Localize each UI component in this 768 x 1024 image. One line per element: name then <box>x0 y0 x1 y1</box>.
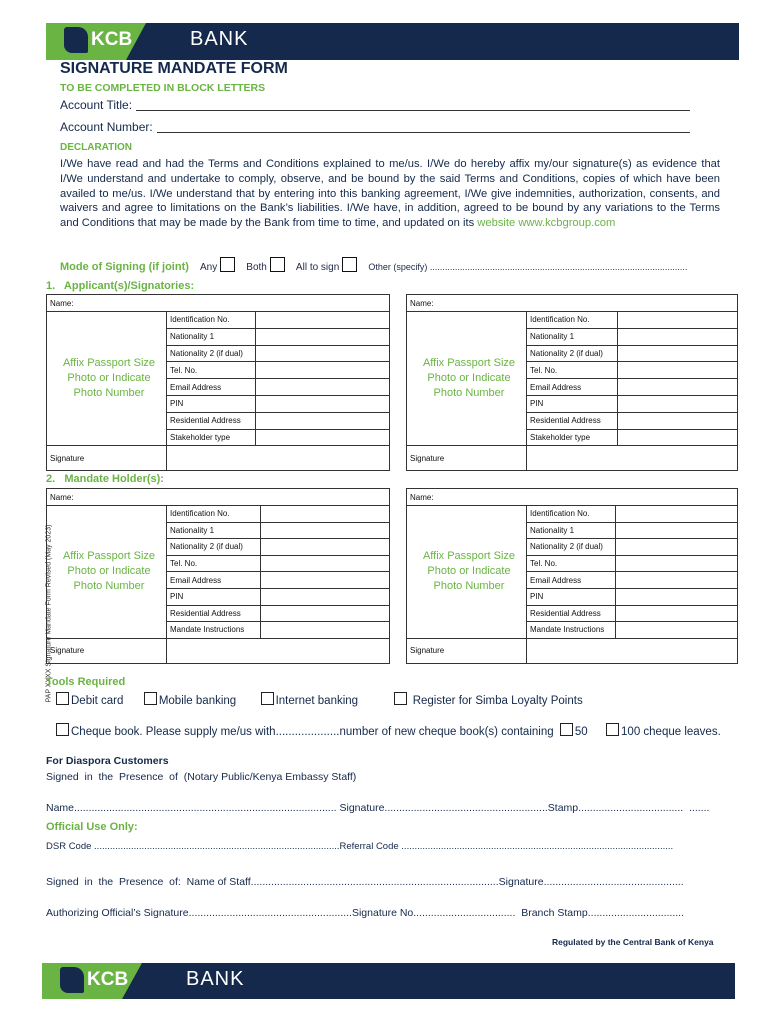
form-subtitle: TO BE COMPLETED IN BLOCK LETTERS <box>60 82 266 94</box>
field-value[interactable] <box>617 412 738 430</box>
field-label-cell <box>526 588 616 606</box>
field-label-cell <box>166 311 256 329</box>
field-label: Nationality 1 <box>170 332 215 342</box>
signature-label: Signature <box>410 453 445 463</box>
field-value[interactable] <box>260 538 390 556</box>
field-label-cell <box>526 361 618 379</box>
field-value[interactable] <box>255 361 390 379</box>
field-label-cell <box>166 605 261 623</box>
field-value[interactable] <box>255 311 390 329</box>
field-value[interactable] <box>260 522 390 540</box>
diaspora-heading: For Diaspora Customers <box>46 755 169 767</box>
field-label-cell <box>166 505 261 523</box>
field-value[interactable] <box>260 555 390 573</box>
field-label: Nationality 2 (if dual) <box>530 542 603 552</box>
field-label: Stakeholder type <box>530 432 591 442</box>
field-label-cell <box>526 395 618 413</box>
field-label-cell <box>526 538 616 556</box>
diaspora-presence: Signed in the Presence of (Notary Public/Kenya Embassy Staff) <box>46 771 357 783</box>
section1-heading: 1. Applicant(s)/Signatories: <box>46 280 195 292</box>
account-number-field[interactable] <box>157 120 690 133</box>
simba-label: Register for Simba Loyalty Points <box>412 695 583 707</box>
mode-any-checkbox[interactable] <box>220 257 235 272</box>
field-label-cell <box>526 505 616 523</box>
cheque-50-checkbox[interactable] <box>560 723 573 736</box>
field-value[interactable] <box>260 621 390 639</box>
field-label: Identification No. <box>170 509 230 519</box>
logo-text-bottom: KCB <box>87 969 129 990</box>
field-label: Residential Address <box>530 608 601 618</box>
field-value[interactable] <box>617 429 738 447</box>
declaration-text: I/We have read and had the Terms and Conditions explained to me/us. I/We do hereby affix my/our signature(s) as evidence that I/We understand and undertake to comply, observe, and be bound by the said Terms and Conditions, copies of which have been availed to me/us. I/We understand that by entering into this banking agreement, I/We give indemnities, authorization, consents, and waivers and agree to limitations on the Bank’s liabilities. I/We have, in addition, agreed to be bound by any variations to the Terms and Conditions that may be made by the Bank from time to time, and updated on its <box>60 158 720 230</box>
auth-line[interactable]: Authorizing Official’s Signature........................................................Signature No................................... Branch Stamp................................. <box>46 907 684 919</box>
field-label-cell <box>166 621 261 639</box>
account-number-label: Account Number: <box>60 120 153 134</box>
field-label-cell <box>526 605 616 623</box>
field-label: PIN <box>530 399 544 409</box>
field-label: Email Address <box>530 382 582 392</box>
cheque-100-label: 100 cheque leaves. <box>621 726 721 738</box>
mobile-checkbox[interactable] <box>144 692 157 705</box>
name-label: Name: <box>410 492 434 502</box>
section2-heading: 2. Mandate Holder(s): <box>46 473 164 485</box>
field-label-cell <box>166 429 256 447</box>
field-value[interactable] <box>255 378 390 396</box>
name-label: Name: <box>50 492 74 502</box>
field-label-cell <box>166 395 256 413</box>
field-label-cell <box>526 621 616 639</box>
debit-label: Debit card <box>71 695 124 707</box>
field-label: Stakeholder type <box>170 432 231 442</box>
field-value[interactable] <box>260 505 390 523</box>
field-label-cell <box>526 412 618 430</box>
photo-placeholder[interactable]: Affix Passport Size Photo or Indicate Photo Number <box>422 357 516 400</box>
field-label: Tel. No. <box>170 365 198 375</box>
field-label: Tel. No. <box>530 559 558 569</box>
signature-field[interactable] <box>526 445 738 471</box>
field-value[interactable] <box>615 522 738 540</box>
form-title: SIGNATURE MANDATE FORM <box>60 60 288 77</box>
name-field[interactable] <box>406 294 738 312</box>
field-label: Tel. No. <box>170 559 198 569</box>
field-label: Email Address <box>170 575 222 585</box>
mode-label: Mode of Signing (if joint) <box>60 261 189 273</box>
field-label-cell <box>166 538 261 556</box>
signature-field[interactable] <box>166 445 390 471</box>
field-value[interactable] <box>617 361 738 379</box>
field-value[interactable] <box>617 311 738 329</box>
field-value[interactable] <box>615 538 738 556</box>
photo-placeholder[interactable]: Affix Passport Size Photo or Indicate Photo Number <box>62 357 156 400</box>
field-label-cell <box>166 588 261 606</box>
mode-any-label: Any <box>199 262 218 273</box>
official-heading: Official Use Only: <box>46 821 138 833</box>
signature-label-cell <box>406 445 527 471</box>
field-label: Residential Address <box>530 416 601 426</box>
kcb-logo <box>64 27 132 53</box>
mode-both-label: Both <box>246 262 267 273</box>
diaspora-sign-line[interactable]: Name.......................................................................................... Signature........................................................Stamp.................................... ....... <box>46 802 710 814</box>
top-banner <box>46 23 739 60</box>
field-label-cell <box>526 311 618 329</box>
declaration-heading: DECLARATION <box>60 142 133 153</box>
field-label-cell <box>526 571 616 589</box>
field-label: Mandate Instructions <box>530 625 605 635</box>
field-value[interactable] <box>260 605 390 623</box>
cheque-50-label: 50 <box>574 726 588 738</box>
simba-checkbox[interactable] <box>394 692 407 705</box>
bank-text: BANK <box>190 28 249 50</box>
field-value[interactable] <box>615 555 738 573</box>
cheque-label: Cheque book. Please supply me/us with....................number of new cheque book(s) containing <box>71 726 554 738</box>
field-label-cell <box>526 378 618 396</box>
field-label-cell <box>526 345 618 363</box>
debit-checkbox[interactable] <box>56 692 69 705</box>
bank-text-bottom: BANK <box>186 968 245 990</box>
regulated-note: Regulated by the Central Bank of Kenya <box>552 937 714 947</box>
field-value[interactable] <box>615 588 738 606</box>
signature-field[interactable] <box>526 638 738 664</box>
field-label: Email Address <box>530 575 582 585</box>
tools-heading: Tools Required <box>46 676 126 688</box>
signature-label: Signature <box>50 646 85 656</box>
field-label: Nationality 2 (if dual) <box>170 348 243 358</box>
internet-label: Internet banking <box>275 695 359 707</box>
lion-icon <box>64 27 88 53</box>
field-value[interactable] <box>255 345 390 363</box>
signature-label-cell <box>46 638 167 664</box>
field-label: Nationality 2 (if dual) <box>170 542 243 552</box>
account-title-field[interactable] <box>136 98 690 111</box>
field-label-cell <box>526 522 616 540</box>
field-label-cell <box>166 345 256 363</box>
field-value[interactable] <box>615 605 738 623</box>
signature-label-cell <box>46 445 167 471</box>
field-label-cell <box>166 328 256 346</box>
field-label: Residential Address <box>170 416 241 426</box>
name-field[interactable] <box>46 488 390 506</box>
field-value[interactable] <box>255 429 390 447</box>
field-label-cell <box>166 522 261 540</box>
field-value[interactable] <box>255 412 390 430</box>
field-value[interactable] <box>617 378 738 396</box>
staff-line[interactable]: Signed in the Presence of: Name of Staff.....................................................................................Signature................................................ <box>46 876 684 888</box>
field-label: Identification No. <box>530 509 590 519</box>
signature-label-cell <box>406 638 527 664</box>
field-value[interactable] <box>260 571 390 589</box>
field-value[interactable] <box>615 505 738 523</box>
field-label: Nationality 1 <box>530 332 575 342</box>
bottom-banner <box>42 963 735 999</box>
signature-label: Signature <box>410 646 445 656</box>
field-value[interactable] <box>255 395 390 413</box>
field-label: PIN <box>170 399 184 409</box>
field-value[interactable] <box>617 328 738 346</box>
field-label: Nationality 1 <box>170 525 215 535</box>
field-label: Identification No. <box>530 315 590 325</box>
field-label-cell <box>166 412 256 430</box>
kcb-logo-bottom <box>60 967 128 993</box>
field-value[interactable] <box>617 345 738 363</box>
field-label: Email Address <box>170 382 222 392</box>
field-value[interactable] <box>617 395 738 413</box>
field-value[interactable] <box>615 621 738 639</box>
field-label-cell <box>166 571 261 589</box>
field-label: PIN <box>170 592 184 602</box>
cheque-checkbox[interactable] <box>56 723 69 736</box>
logo-text: KCB <box>91 29 133 50</box>
photo-placeholder[interactable]: Affix Passport Size Photo or Indicate Photo Number <box>422 550 516 593</box>
field-label-cell <box>526 555 616 573</box>
field-label-cell <box>526 328 618 346</box>
field-label: Nationality 2 (if dual) <box>530 348 603 358</box>
mode-other-label: Other (specify) ....................................................................................................... <box>368 262 688 272</box>
field-label: Mandate Instructions <box>170 625 245 635</box>
field-value[interactable] <box>615 571 738 589</box>
cheque-100-checkbox[interactable] <box>606 723 619 736</box>
name-label: Name: <box>50 298 74 308</box>
field-label: Residential Address <box>170 608 241 618</box>
mode-all-label: All to sign <box>295 262 340 273</box>
field-label: PIN <box>530 592 544 602</box>
declaration-link[interactable]: website www.kcbgroup.com <box>477 217 616 230</box>
name-label: Name: <box>410 298 434 308</box>
signature-label: Signature <box>50 453 85 463</box>
field-label-cell <box>166 378 256 396</box>
signature-field[interactable] <box>166 638 390 664</box>
field-label-cell <box>526 429 618 447</box>
dsr-line[interactable]: DSR Code .............................................................................................Referral Code ....................................................................................................... <box>46 841 674 852</box>
field-value[interactable] <box>255 328 390 346</box>
field-label: Identification No. <box>170 315 230 325</box>
photo-placeholder[interactable]: Affix Passport Size Photo or Indicate Photo Number <box>62 550 156 593</box>
field-label: Nationality 1 <box>530 525 575 535</box>
internet-checkbox[interactable] <box>261 692 274 705</box>
field-label-cell <box>166 361 256 379</box>
lion-icon <box>60 967 84 993</box>
mobile-label: Mobile banking <box>158 695 237 707</box>
field-value[interactable] <box>260 588 390 606</box>
name-field[interactable] <box>406 488 738 506</box>
mode-all-checkbox[interactable] <box>342 257 357 272</box>
side-note: PAP XXXX Signature Mandate Form Revised (May 2023) <box>45 524 53 703</box>
name-field[interactable] <box>46 294 390 312</box>
account-title-label: Account Title: <box>60 98 133 112</box>
field-label-cell <box>166 555 261 573</box>
field-label: Tel. No. <box>530 365 558 375</box>
mode-both-checkbox[interactable] <box>270 257 285 272</box>
